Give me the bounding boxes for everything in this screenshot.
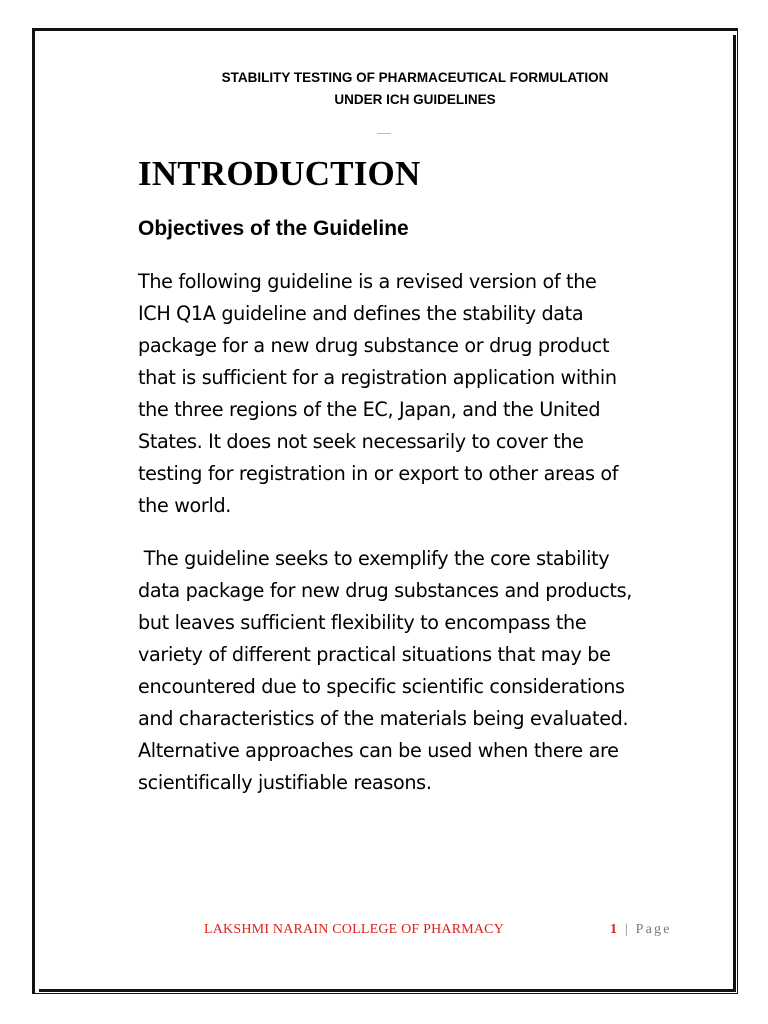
page-number: 1	[610, 922, 620, 937]
paragraph-line: that is sufficient for a registration application within	[138, 366, 617, 389]
paragraph-line: scientifically justifiable reasons.	[138, 771, 432, 794]
paragraph-line: but leaves sufficient flexibility to encompass the	[138, 611, 587, 634]
paragraph-line: The following guideline is a revised version of the	[138, 270, 597, 293]
paragraph-line: encountered due to specific scientific considerations	[138, 675, 625, 698]
paragraph-line: variety of different practical situations that may be	[138, 643, 611, 666]
section-title: INTRODUCTION	[138, 154, 421, 193]
footer-college-name: LAKSHMI NARAIN COLLEGE OF PHARMACY	[204, 922, 505, 937]
paragraph-line: data package for new drug substances and products,	[138, 579, 632, 602]
paragraph-line: package for a new drug substance or drug product	[138, 334, 610, 357]
header-line-2: UNDER ICH GUIDELINES	[334, 92, 496, 107]
paragraph-line: and characteristics of the materials being evaluated.	[138, 707, 629, 730]
header-line-1: STABILITY TESTING OF PHARMACEUTICAL FORMULATION	[221, 70, 609, 85]
paragraph-line: States. It does not seek necessarily to cover the	[138, 430, 584, 453]
paragraph-2	[138, 543, 698, 799]
paragraph-line: Alternative approaches can be used when there are	[138, 739, 619, 762]
paragraph-line: the three regions of the EC, Japan, and the United	[138, 398, 601, 421]
paragraph-1	[138, 266, 698, 522]
section-subheading: Objectives of the Guideline	[138, 217, 409, 240]
paragraph-line: the world.	[138, 494, 232, 517]
paragraph-line: The guideline seeks to exemplify the core stability	[138, 547, 610, 570]
footer-page-indicator	[610, 921, 672, 939]
decorative-mark	[377, 133, 391, 134]
document-header	[0, 67, 768, 111]
paragraph-line: ICH Q1A guideline and defines the stability data	[138, 302, 584, 325]
paragraph-line: testing for registration in or export to other areas of	[138, 462, 619, 485]
page-label: | Page	[619, 922, 672, 937]
